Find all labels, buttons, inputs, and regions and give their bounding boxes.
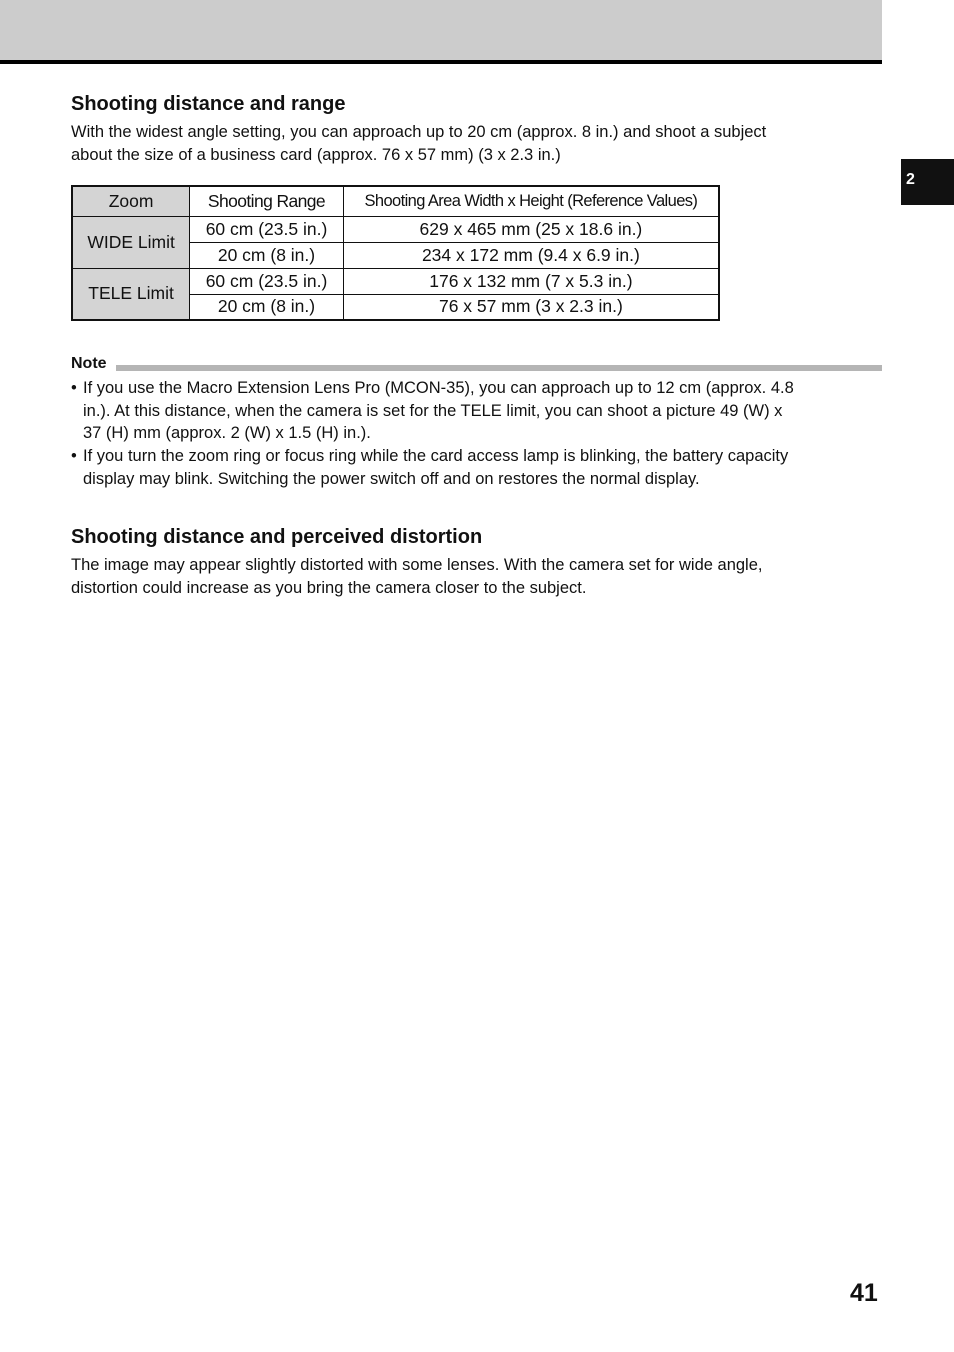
header-band [0, 0, 882, 60]
note-header [71, 355, 882, 375]
bullet-icon: • [71, 447, 77, 465]
table-row [72, 268, 719, 294]
column-header-area: Shooting Area Width x Height (Reference Values) [343, 186, 719, 216]
zoom-cell-wide: WIDE Limit [72, 216, 190, 268]
column-header-range: Shooting Range [190, 186, 344, 216]
area-cell: 629 x 465 mm (25 x 18.6 in.) [343, 216, 719, 242]
range-cell: 20 cm (8 in.) [190, 242, 344, 268]
table-row [72, 216, 719, 242]
bullet-line: If you turn the zoom ring or focus ring while the card access lamp is blinking, the battery capacity [83, 447, 789, 465]
body-line: With the widest angle setting, you can approach up to 20 cm (approx. 8 in.) and shoot a subject [71, 123, 767, 141]
bullet-line: display may blink. Switching the power switch off and on restores the normal display. [83, 469, 700, 488]
section-body-range [71, 121, 871, 166]
bullet-icon: • [71, 379, 77, 397]
section-body-distortion [71, 554, 871, 599]
area-cell: 176 x 132 mm (7 x 5.3 in.) [343, 268, 719, 294]
body-line: The image may appear slightly distorted with some lenses. With the camera set for wide angle, [71, 556, 763, 574]
note-bullet-macro [71, 377, 881, 445]
range-cell: 60 cm (23.5 in.) [190, 268, 344, 294]
header-rule [0, 60, 882, 64]
table-header-row [72, 186, 719, 216]
chapter-number: 2 [906, 171, 915, 188]
bullet-line: If you use the Macro Extension Lens Pro (MCON-35), you can approach up to 12 cm (approx. 4.8 [83, 379, 794, 397]
note-label: Note [71, 355, 107, 372]
chapter-tab [901, 159, 954, 205]
page-number: 41 [850, 1279, 878, 1307]
note-divider [116, 365, 882, 371]
body-line: distortion could increase as you bring the camera closer to the subject. [71, 578, 587, 597]
range-cell: 60 cm (23.5 in.) [190, 216, 344, 242]
section-heading-distortion: Shooting distance and perceived distortion [71, 526, 483, 548]
area-cell: 234 x 172 mm (9.4 x 6.9 in.) [343, 242, 719, 268]
bullet-line: 37 (H) mm (approx. 2 (W) x 1.5 (H) in.). [83, 424, 371, 443]
note-bullet-blink [71, 445, 881, 490]
body-line: about the size of a business card (approx. 76 x 57 mm) (3 x 2.3 in.) [71, 145, 561, 164]
zoom-cell-tele: TELE Limit [72, 268, 190, 320]
area-cell: 76 x 57 mm (3 x 2.3 in.) [343, 294, 719, 320]
range-cell: 20 cm (8 in.) [190, 294, 344, 320]
section-heading-range: Shooting distance and range [71, 93, 346, 115]
column-header-zoom: Zoom [72, 186, 190, 216]
bullet-line: in.). At this distance, when the camera is set for the TELE limit, you can shoot a picture 49 (W) x [83, 401, 783, 420]
shooting-range-table [71, 185, 720, 321]
